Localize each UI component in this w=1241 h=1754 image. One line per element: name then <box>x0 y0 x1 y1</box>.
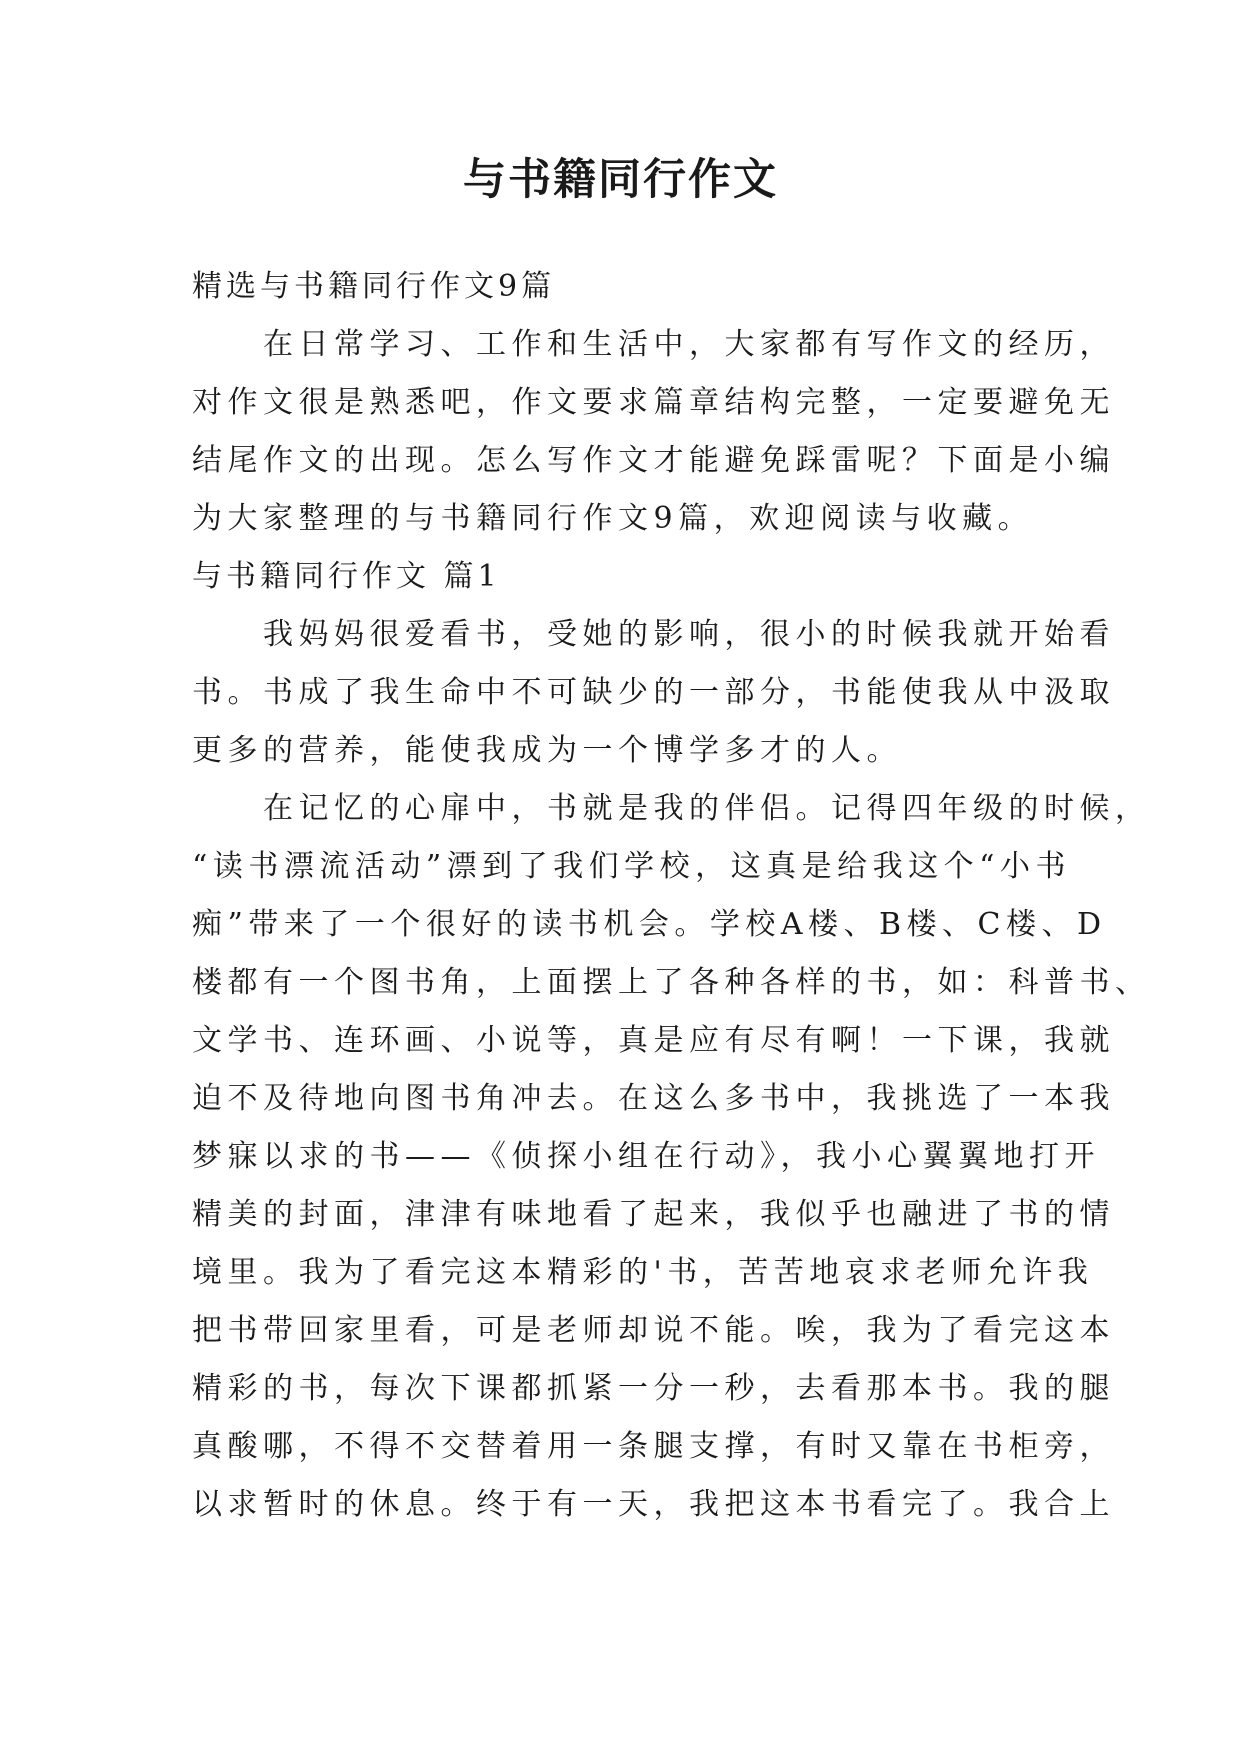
paragraph-line: 以求暂时的休息。终于有一天，我把这本书看完了。我合上 <box>192 1487 1115 1522</box>
paragraph-line: “读书漂流活动”漂到了我们学校，这真是给我这个“小书 <box>192 849 1072 884</box>
paragraph-line: 更多的营养，能使我成为一个博学多才的人。 <box>192 733 902 768</box>
paragraph-line: 书。书成了我生命中不可缺少的一部分，书能使我从中汲取 <box>192 675 1115 710</box>
paragraph-line: 在记忆的心扉中，书就是我的伴侣。记得四年级的时候， <box>192 791 1151 826</box>
section-heading: 与书籍同行作文 篇1 <box>192 559 501 594</box>
paragraph-line: 文学书、连环画、小说等，真是应有尽有啊！一下课，我就 <box>192 1023 1115 1058</box>
paragraph-line: 迫不及待地向图书角冲去。在这么多书中，我挑选了一本我 <box>192 1081 1115 1116</box>
paragraph-line: 境里。我为了看完这本精彩的'书，苦苦地哀求老师允许我 <box>192 1255 1094 1290</box>
paragraph-line: 梦寐以求的书——《侦探小组在行动》，我小心翼翼地打开 <box>192 1139 1100 1174</box>
paragraph-line: 对作文很是熟悉吧，作文要求篇章结构完整，一定要避免无 <box>192 385 1115 420</box>
paragraph-line: 楼都有一个图书角，上面摆上了各种各样的书，如：科普书、 <box>192 965 1151 1000</box>
paragraph-line: 痴”带来了一个很好的读书机会。学校A楼、B楼、C楼、D <box>192 907 1107 942</box>
paragraph-line: 在日常学习、工作和生活中，大家都有写作文的经历， <box>192 327 1115 362</box>
paragraph-line: 我妈妈很爱看书，受她的影响，很小的时候我就开始看 <box>192 617 1115 652</box>
paragraph-line: 结尾作文的出现。怎么写作文才能避免踩雷呢？下面是小编 <box>192 443 1115 478</box>
paragraph-line: 真酸哪，不得不交替着用一条腿支撑，有时又靠在书柜旁， <box>192 1429 1115 1464</box>
paragraph-line: 为大家整理的与书籍同行作文9篇，欢迎阅读与收藏。 <box>192 501 1034 536</box>
document-title: 与书籍同行作文 <box>463 155 778 205</box>
document-body <box>192 258 1151 1534</box>
document-subtitle: 精选与书籍同行作文9篇 <box>192 269 556 304</box>
paragraph-line: 精彩的书，每次下课都抓紧一分一秒，去看那本书。我的腿 <box>192 1371 1115 1406</box>
paragraph-line: 精美的封面，津津有味地看了起来，我似乎也融进了书的情 <box>192 1197 1115 1232</box>
paragraph-line: 把书带回家里看，可是老师却说不能。唉，我为了看完这本 <box>192 1313 1115 1348</box>
